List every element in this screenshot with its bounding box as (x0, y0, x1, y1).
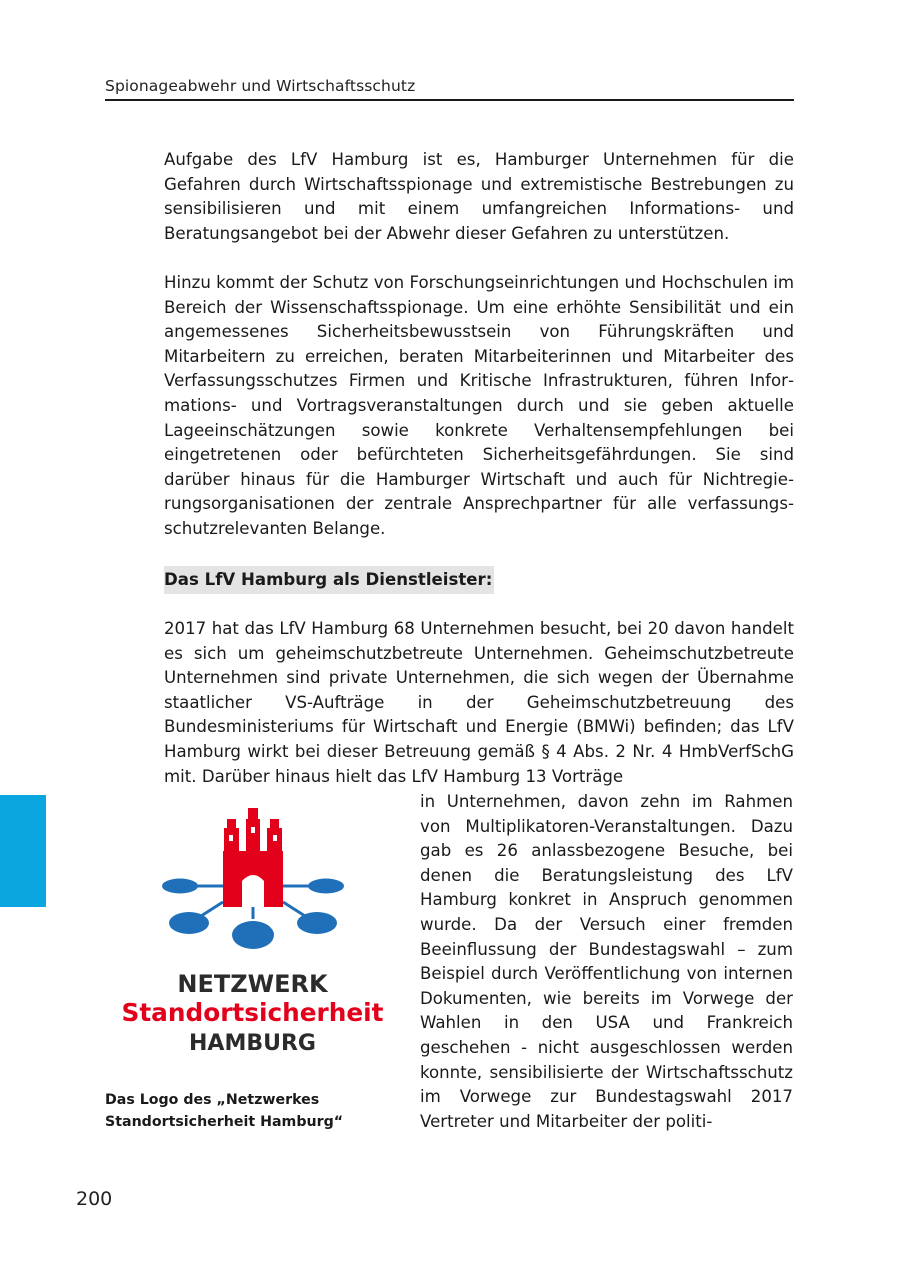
paragraph-statistics: 2017 hat das LfV Hamburg 68 Unternehmen besucht, bei 20 davon handelt es sich um geheimschutzbetreute Unternehmen. Geheimschutzbetreute Unternehmen sind private Unternehmen, die sich wegen der Übernahme staatlicher VS-Aufträge in der Geheimschutzbetreuung des Bundesministeriums für Wirtschaft und Energie (BMWi) befinden; das LfV Hamburg wirkt bei dieser Betreuung gemäß § 4 Abs. 2 Nr. 4 HmbVerfSchG mit. Darüber hinaus hielt das LfV Hamburg 13 Vorträge (164, 619, 794, 786)
page-number: 200 (76, 1188, 113, 1210)
netzwerk-logo (105, 795, 400, 1060)
network-graphic (162, 808, 344, 949)
header-rule (105, 99, 794, 101)
paragraph-statistics-continued: in Unternehmen, davon zehn im Rahmen von Multiplikatoren-Veranstaltungen. Dazu gab es 26 anlassbezogene Besuche, bei denen die Beratungsleistung des LfV Hamburg konkret in Anspruch genommen wurde. Da der Versuch einer fremden Beeinflussung der Bundestagswahl – zum Beispiel durch Veröffentlichung von internen Dokumenten, wie bereits im Vorwege der Wahlen in den USA und Frankreich geschehen - nicht ausgeschlossen werden konnte, sensibilisierte der Wirtschaftsschutz im Vorwege zur Bundestagswahl 2017 Vertreter und Mitarbeiter der politi- (420, 792, 793, 1131)
logo-text-netzwerk: NETZWERK (177, 970, 328, 998)
paragraph-intro: Aufgabe des LfV Hamburg ist es, Hamburger Unternehmen für die Gefahren durch Wirtschaftsspionage und extremistische Bestrebungen zu sensibilisieren und mit einem umfangreichen Informations- und Beratungsangebot bei der Abwehr dieser Gefahren zu unterstützen. (164, 150, 794, 243)
running-header: Spionageabwehr und Wirtschaftsschutz (105, 77, 416, 95)
section-heading: Das LfV Hamburg als Dienstleister: (164, 566, 494, 594)
logo-text-standortsicherheit: Standortsicherheit (121, 998, 384, 1027)
figure-caption: Das Logo des „Netzwerkes Standortsicherheit Hamburg“ (105, 1092, 344, 1130)
logo-text-hamburg: HAMBURG (189, 1031, 316, 1056)
chapter-tab-marker (0, 795, 46, 907)
paragraph-research-protection: Hinzu kommt der Schutz von Forschungseinrichtungen und Hochschulen im Bereich der Wissenschaftsspionage. Um eine erhöhte Sensibilität und ein angemessenes Sicherheitsbewusstsein von Führungskräften und Mitarbeitern zu erreichen, beraten Mitarbeiterinnen und Mitarbeiter des Verfassungsschutzes Firmen und Kritische Infrastrukturen, führen Informations- und Vortragsveranstaltungen durch und sie geben aktuelle Lageeinschätzungen sowie konkrete Verhaltensempfehlungen bei eingetretenen oder befürchteten Sicherheitsgefährdungen. Sie sind darüber hinaus für die Hamburger Wirtschaft und auch für Nichtregierungsorganisationen der zentrale Ansprechpartner für alle verfassungsschutzrelevanten Belange. (164, 273, 794, 538)
